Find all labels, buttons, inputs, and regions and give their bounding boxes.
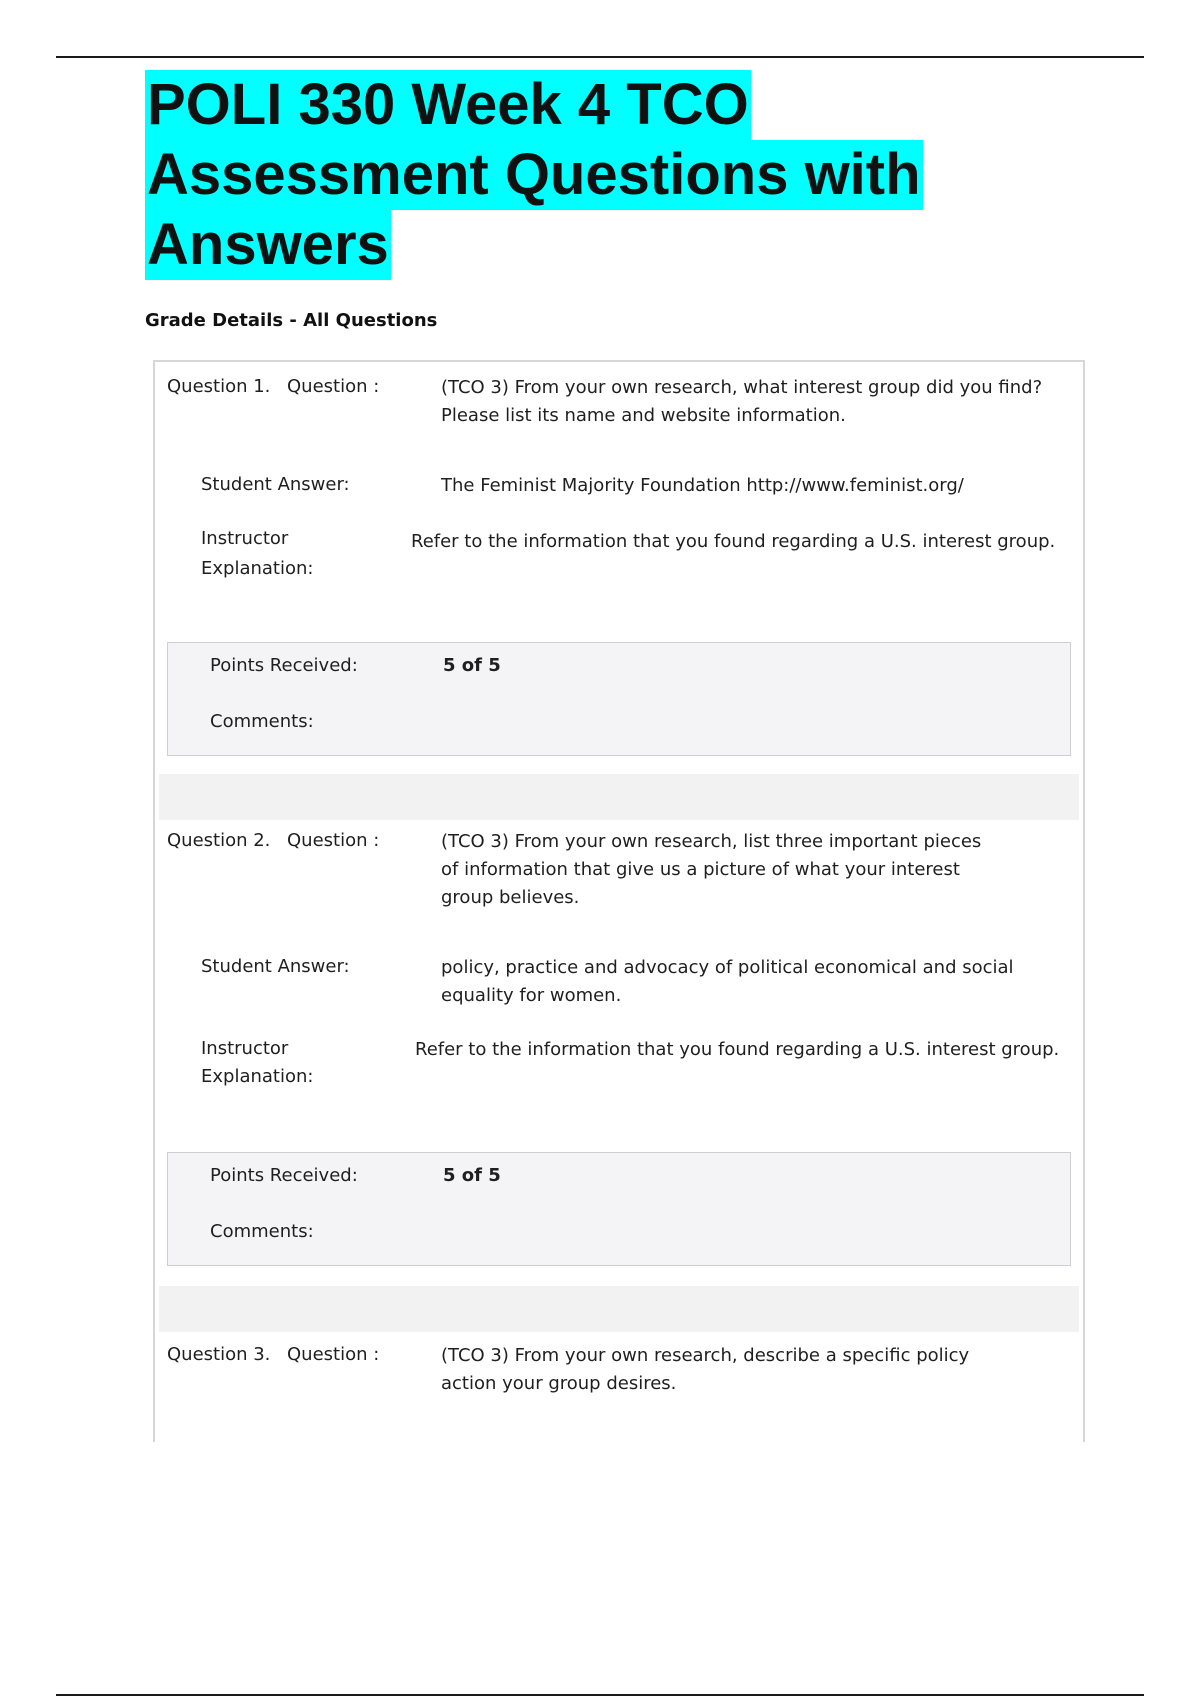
instructor-label-line-1: Instructor (201, 1038, 289, 1059)
comments-label: Comments: (210, 1221, 314, 1242)
question-label: Question : (287, 830, 380, 851)
question-text: (TCO 3) From your own research, list three important pieces of information that give us a picture of what your interest group believes. (441, 831, 982, 908)
instructor-label-line-2: Explanation: (201, 1066, 314, 1087)
question-number: Question 1. (167, 376, 271, 397)
document-title (145, 70, 1045, 280)
question-separator (159, 1286, 1079, 1332)
student-answer-label: Student Answer: (201, 956, 350, 977)
points-received-label: Points Received: (210, 655, 358, 676)
instructor-explanation: Refer to the information that you found regarding a U.S. interest group. (411, 531, 1056, 552)
student-answer: The Feminist Majority Foundation http://www.feminist.org/ (441, 475, 964, 496)
question-separator (159, 774, 1079, 820)
top-rule (56, 56, 1144, 58)
instructor-label-line-1: Instructor (201, 528, 289, 549)
grade-details-heading: Grade Details - All Questions (145, 310, 438, 331)
question-text: (TCO 3) From your own research, describe a specific policy action your group desires. (441, 1345, 970, 1394)
instructor-label-line-2: Explanation: (201, 558, 314, 579)
bottom-rule (56, 1694, 1144, 1696)
title-line-1: POLI 330 Week 4 TCO (145, 70, 751, 140)
question-text: (TCO 3) From your own research, what interest group did you find? Please list its name and website information. (441, 377, 1043, 426)
question-label: Question : (287, 1344, 380, 1365)
question-label: Question : (287, 376, 380, 397)
title-line-2: Assessment Questions with (145, 140, 923, 210)
instructor-explanation: Refer to the information that you found regarding a U.S. interest group. (415, 1039, 1060, 1060)
points-value: 5 of 5 (443, 1165, 501, 1186)
student-answer-label: Student Answer: (201, 474, 350, 495)
points-value: 5 of 5 (443, 655, 501, 676)
questions-panel (153, 360, 1085, 1442)
question-number: Question 3. (167, 1344, 271, 1365)
question-number: Question 2. (167, 830, 271, 851)
points-received-label: Points Received: (210, 1165, 358, 1186)
student-answer: policy, practice and advocacy of political economical and social equality for women. (441, 957, 1014, 1006)
points-box (167, 642, 1071, 756)
points-box (167, 1152, 1071, 1266)
title-line-3: Answers (145, 210, 391, 280)
comments-label: Comments: (210, 711, 314, 732)
